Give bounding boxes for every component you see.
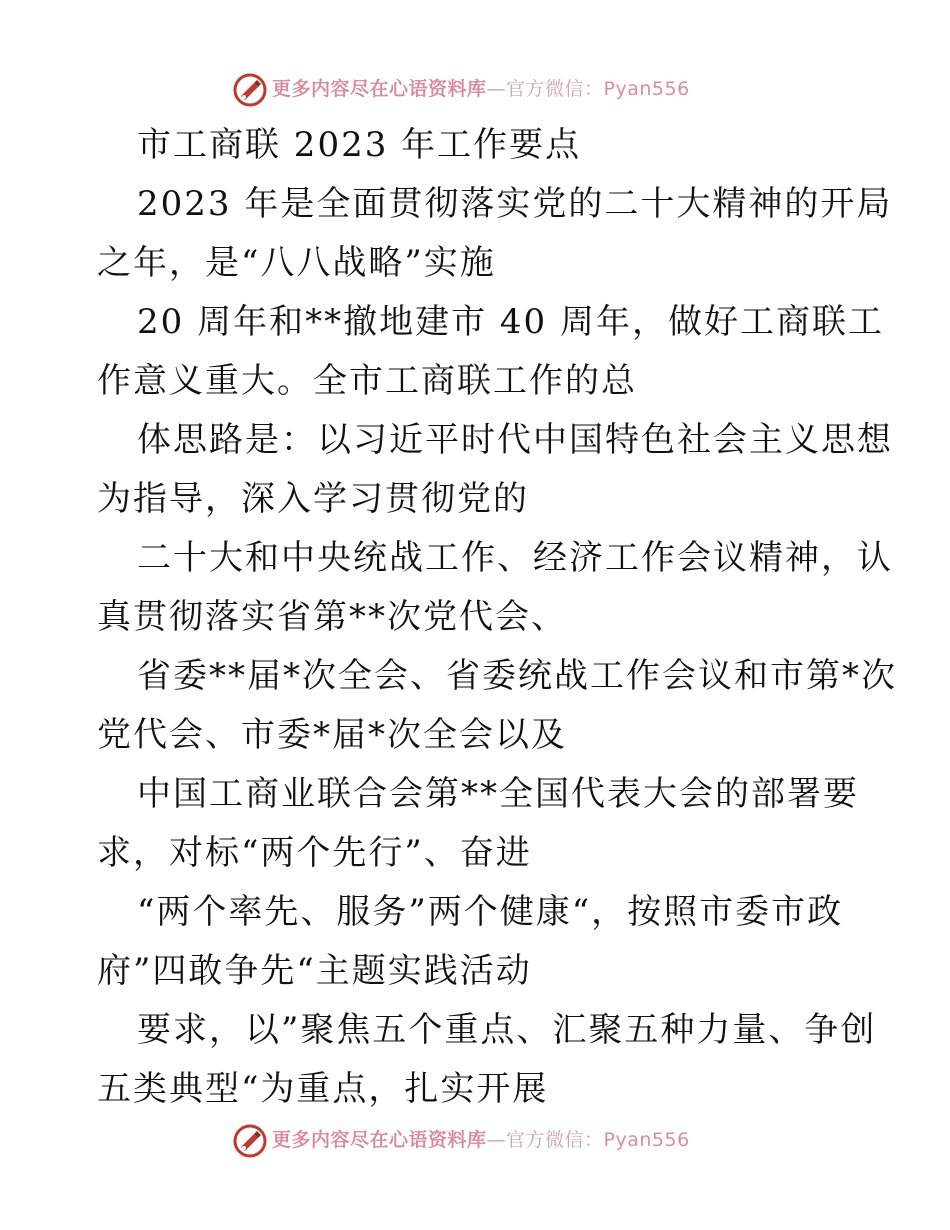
banner-separator: — [486,1129,507,1151]
paragraph-line: “两个率先、服务”两个健康“，按照市委市政 [137,892,844,932]
paragraph-line: 五类典型“为重点，扎实开展 [97,1069,549,1109]
banner-text [272,1129,690,1151]
header-banner [0,70,950,110]
document-title: 市工商联 2023 年工作要点 [137,125,582,165]
paragraph-line: 作意义重大。全市工商联工作的总 [97,361,637,401]
paragraph-line: 求，对标“两个先行”、奋进 [97,833,532,873]
banner-wechat-id: Pyan556 [603,1129,690,1151]
fountain-pen-seal-icon [232,1123,268,1159]
banner-text [272,78,690,100]
footer-banner [0,1121,950,1161]
paragraph-line: 中国工商业联合会第**全国代表大会的部署要 [137,774,859,814]
paragraph-line: 要求，以”聚焦五个重点、汇聚五种力量、争创 [137,1010,877,1050]
paragraph-line: 省委**届*次全会、省委统战工作会议和市第*次 [137,656,897,696]
paragraph-line: 府”四敢争先“主题实践活动 [97,951,532,991]
paragraph-line: 党代会、市委*届*次全会以及 [97,715,567,755]
paragraph-line: 真贯彻落实省第**次党代会、 [97,597,567,637]
paragraph-line: 体思路是：以习近平时代中国特色社会主义思想 [137,420,893,460]
banner-wechat-id: Pyan556 [603,78,690,100]
banner-wechat-label: 官方微信： [506,78,604,100]
paragraph-line: 20 周年和**撤地建市 40 周年，做好工商联工 [137,302,884,342]
banner-site-text: 更多内容尽在心语资料库 [272,1129,487,1151]
banner-separator: — [486,78,507,100]
fountain-pen-seal-icon [232,72,268,108]
paragraph-line: 二十大和中央统战工作、经济工作会议精神，认 [137,538,893,578]
paragraph-line: 2023 年是全面贯彻落实党的二十大精神的开局 [137,184,893,224]
paragraph-line: 为指导，深入学习贯彻党的 [97,479,529,519]
banner-wechat-label: 官方微信： [506,1129,604,1151]
banner-site-text: 更多内容尽在心语资料库 [272,78,487,100]
paragraph-line: 之年，是“八八战略”实施 [97,243,496,283]
